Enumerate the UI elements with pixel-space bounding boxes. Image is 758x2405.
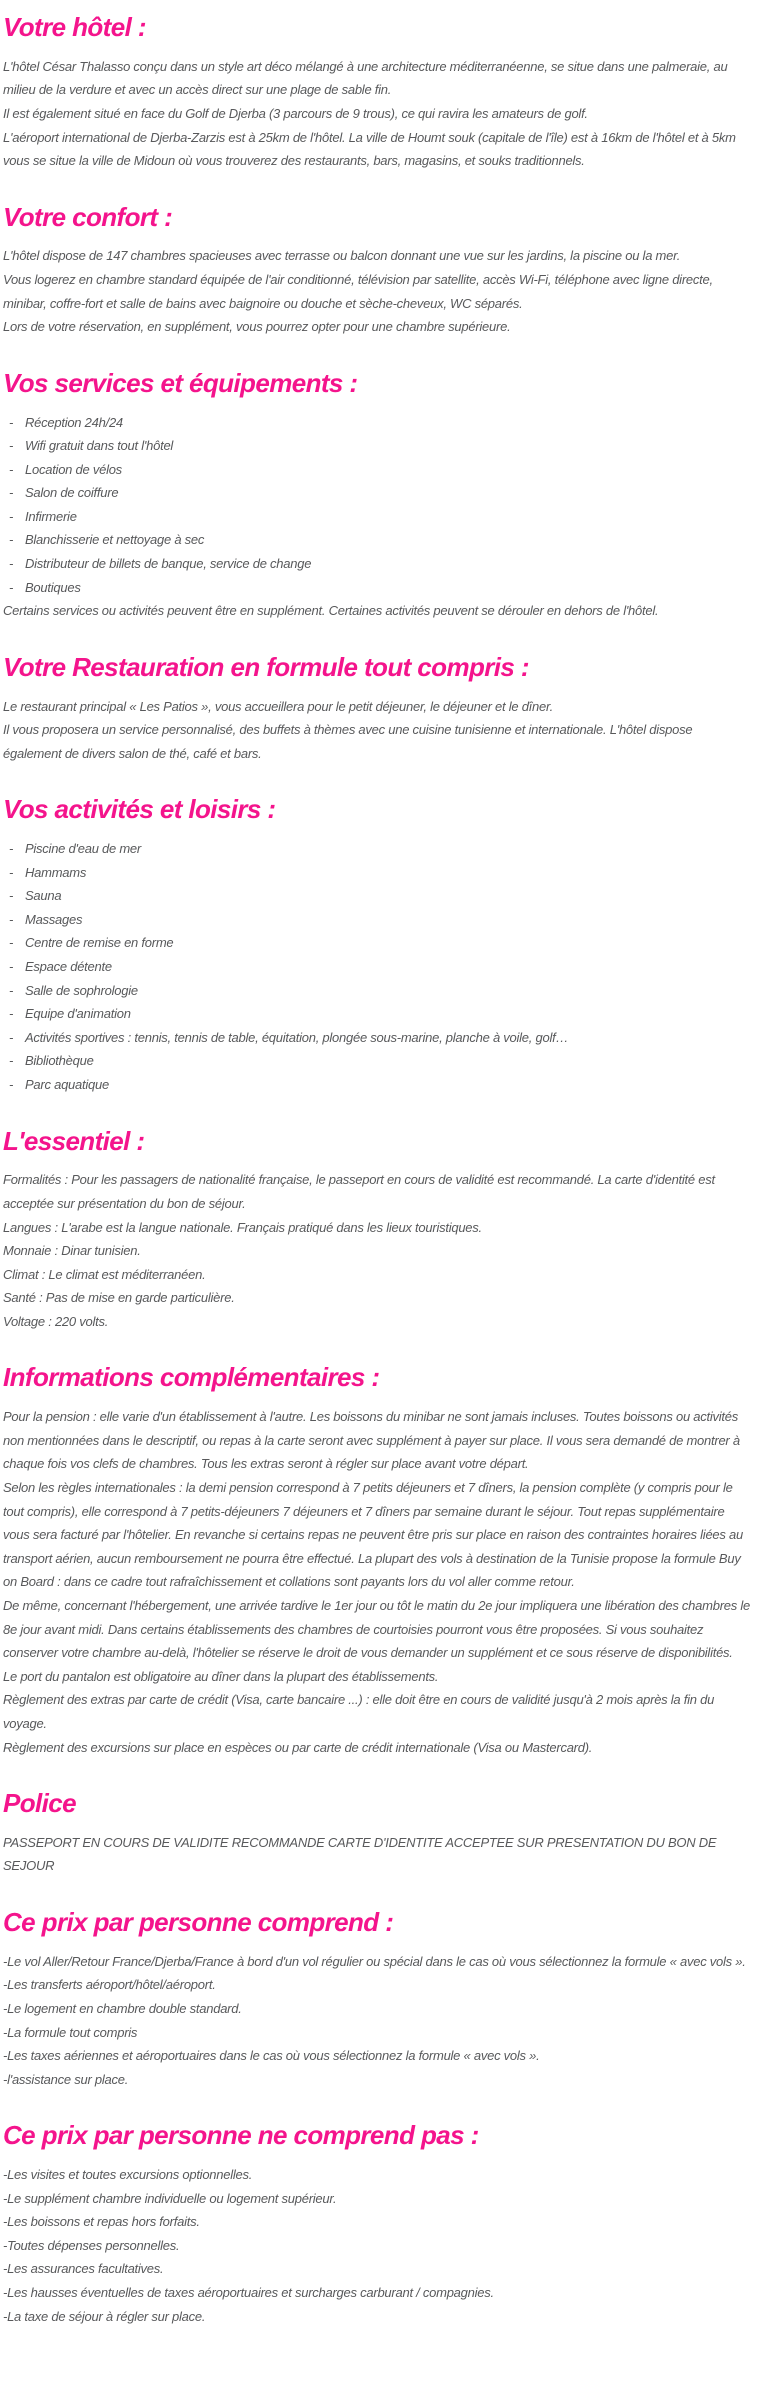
list-item-text: Boutiques <box>25 579 81 595</box>
paragraph: L'aéroport international de Djerba-Zarzis est à 25km de l'hôtel. La ville de Houmt souk (capitale de l'île) est à 16km de l'hôtel et à 5km vous se situe la ville de Midoun où vous trouverez des restaurants, bars, magasins, et souks traditionnels. <box>3 129 736 169</box>
section <box>3 1126 754 1334</box>
paragraph: -Les visites et toutes excursions optionnelles. <box>3 2167 253 2182</box>
paragraph: De même, concernant l'hébergement, une arrivée tardive le 1er jour ou tôt le matin du 2e jour impliquera une libération des chambres le 8e jour avant midi. Dans certains établissements des chambres de courtoisies pourront vous être proposées. Si vous souhaitez conserver votre chambre au-delà, l'hôtelier se réserve le droit de vous demander un supplément et ce sous réserve de disponibilités. <box>3 1597 750 1661</box>
paragraph: Lors de votre réservation, en supplément, vous pourrez opter pour une chambre supérieure. <box>3 319 511 335</box>
paragraph: Le port du pantalon est obligatoire au dîner dans la plupart des établissements. <box>3 1668 439 1684</box>
dash-bullet-icon: - <box>9 911 14 927</box>
section <box>3 1788 754 1878</box>
paragraph: -Les taxes aériennes et aéroportuaires dans le cas où vous sélectionnez la formule « avec vols ». <box>3 2048 540 2064</box>
paragraph: -La taxe de séjour à régler sur place. <box>3 2308 206 2324</box>
list-item <box>3 931 754 955</box>
list-item <box>3 411 754 435</box>
paragraph: Selon les règles internationales : la demi pension correspond à 7 petits déjeuners et 7 dîners, la pension complète (y compris pour le tout compris), elle correspond à 7 petits-déjeuners 7 déjeuners et 7 dîners par semaine durant le séjour. Tout repas supplémentaire vous sera facturé par l'hôtelier. En revanche si certains repas ne peuvent être pris sur place en raison des contraintes horaires liées au transport aérien, aucun remboursement ne pourra être effectué. La plupart des vols à destination de la Tunisie propose la formule Buy on Board : dans ce cadre tout rafraîchissement et collations sont payants lors du vol aller comme retour. <box>3 1479 743 1590</box>
paragraph: -Le vol Aller/Retour France/Djerba/France à bord d'un vol régulier ou spécial dans le cas où vous sélectionnez la formule « avec vols ». <box>3 1953 746 1969</box>
paragraph: Règlement des excursions sur place en espèces ou par carte de crédit internationale (Visa ou Mastercard). <box>3 1739 593 1755</box>
list-item <box>3 434 754 458</box>
paragraph: -Les hausses éventuelles de taxes aéroportuaires et surcharges carburant / compagnies. <box>3 2284 494 2300</box>
list-item-text: Distributeur de billets de banque, service de change <box>25 556 312 572</box>
paragraph: Vous logerez en chambre standard équipée de l'air conditionné, télévision par satellite, accès Wi-Fi, téléphone avec ligne directe, minibar, coffre-fort et salle de bains avec baignoire ou douche et sèche-cheveux, WC séparés. <box>3 272 713 311</box>
dash-bullet-icon: - <box>9 1053 14 1069</box>
paragraph: Il est également situé en face du Golf de Djerba (3 parcours de 9 trous), ce qui ravira les amateurs de golf. <box>3 105 588 121</box>
section-title: Police <box>3 1788 76 1819</box>
list-item <box>3 458 754 482</box>
list-item-text: Parc aquatique <box>25 1077 109 1092</box>
list-item-text: Centre de remise en forme <box>25 935 174 951</box>
paragraph: -La formule tout compris <box>3 2024 138 2040</box>
section <box>3 1362 754 1759</box>
list-item <box>3 861 754 885</box>
paragraph: Monnaie : Dinar tunisien. <box>3 1243 141 1259</box>
list-item-text: Equipe d'animation <box>25 1006 131 1022</box>
section <box>3 1907 754 2091</box>
section <box>3 202 754 339</box>
paragraph: -Les boissons et repas hors forfaits. <box>3 2214 200 2230</box>
section-title: Vos activités et loisirs : <box>3 794 276 825</box>
list-item <box>3 481 754 505</box>
dash-bullet-icon: - <box>9 461 14 477</box>
section <box>3 652 754 766</box>
list-item-text: Blanchisserie et nettoyage à sec <box>25 532 205 548</box>
section-title: Ce prix par personne comprend : <box>3 1907 394 1937</box>
dash-bullet-icon: - <box>9 864 14 880</box>
paragraph: Il vous proposera un service personnalisé, des buffets à thèmes avec une cuisine tunisienne et internationale. L'hôtel dispose également de divers salon de thé, café et bars. <box>3 722 693 761</box>
list-item-text: Hammams <box>25 864 87 880</box>
list-item <box>3 908 754 932</box>
dash-bullet-icon: - <box>9 1077 14 1092</box>
list-item-text: Sauna <box>25 888 62 904</box>
list-item-text: Espace détente <box>25 959 112 975</box>
paragraph: Le restaurant principal « Les Patios », vous accueillera pour le petit déjeuner, le déjeuner et le dîner. <box>3 698 553 714</box>
list-item-text: Salle de sophrologie <box>25 982 138 998</box>
list-item <box>3 837 754 861</box>
list-item <box>3 1026 754 1050</box>
paragraph: -Les transferts aéroport/hôtel/aéroport. <box>3 1977 216 1993</box>
section-title: L'essentiel : <box>3 1125 145 1156</box>
list-item <box>3 884 754 908</box>
paragraph: Certains services ou activités peuvent être en supplément. Certaines activités peuvent se dérouler en dehors de l'hôtel. <box>3 603 659 619</box>
list-item <box>3 528 754 552</box>
paragraph: -l'assistance sur place. <box>3 2071 129 2087</box>
dash-bullet-icon: - <box>9 532 14 548</box>
paragraph: PASSEPORT EN COURS DE VALIDITE RECOMMANDE CARTE D'IDENTITE ACCEPTEE SUR PRESENTATION DU BON DE SEJOUR <box>3 1834 717 1874</box>
list-item <box>3 979 754 1003</box>
list-item-text: Salon de coiffure <box>25 485 119 501</box>
dash-bullet-icon: - <box>9 438 14 454</box>
section-title: Informations complémentaires : <box>3 1362 380 1393</box>
list-item <box>3 576 754 600</box>
list-item-text: Réception 24h/24 <box>25 414 123 430</box>
list-item <box>3 1049 754 1073</box>
list-item <box>3 505 754 529</box>
dash-bullet-icon: - <box>9 579 14 595</box>
paragraph: Formalités : Pour les passagers de nationalité française, le passeport en cours de validité est recommandé. La carte d'identité est acceptée sur présentation du bon de séjour. <box>3 1172 715 1211</box>
paragraph: Langues : L'arabe est la langue nationale. Français pratiqué dans les lieux touristiques. <box>3 1219 482 1235</box>
dash-bullet-icon: - <box>9 888 14 904</box>
list-item <box>3 1073 754 1097</box>
list-item <box>3 552 754 576</box>
section-title: Vos services et équipements : <box>3 367 358 398</box>
paragraph: Pour la pension : elle varie d'un établissement à l'autre. Les boissons du minibar ne sont jamais incluses. Toutes boissons ou activités non mentionnées dans le descriptif, ou repas à la carte seront avec supplément à payer sur place. Il vous sera demandé de montrer à chaque fois vos clefs de chambres. Tous les extras seront à régler sur place avant votre départ. <box>3 1409 740 1472</box>
paragraph: Climat : Le climat est méditerranéen. <box>3 1266 206 1282</box>
section <box>3 2120 754 2328</box>
dash-bullet-icon: - <box>9 1029 14 1045</box>
paragraph: -Le supplément chambre individuelle ou logement supérieur. <box>3 2190 337 2206</box>
list-item-text: Location de vélos <box>25 461 122 477</box>
list-item-text: Wifi gratuit dans tout l'hôtel <box>25 438 174 454</box>
list-item-text: Massages <box>25 911 83 927</box>
paragraph: L'hôtel dispose de 147 chambres spacieuses avec terrasse ou balcon donnant une vue sur les jardins, la piscine ou la mer. <box>3 248 681 264</box>
dash-bullet-icon: - <box>9 485 14 501</box>
dash-bullet-icon: - <box>9 959 14 975</box>
section-title: Votre confort : <box>3 201 173 232</box>
dash-bullet-icon: - <box>9 841 14 857</box>
paragraph: Règlement des extras par carte de crédit (Visa, carte bancaire ...) : elle doit être en cours de validité jusqu'à 2 mois après la fin du voyage. <box>3 1692 715 1731</box>
list-item <box>3 1002 754 1026</box>
dash-bullet-icon: - <box>9 1006 14 1022</box>
section-title: Votre hôtel : <box>3 12 146 42</box>
dash-bullet-icon: - <box>9 935 14 951</box>
section-title: Votre Restauration en formule tout compris : <box>3 651 529 682</box>
dash-bullet-icon: - <box>9 414 14 430</box>
paragraph: Voltage : 220 volts. <box>3 1313 109 1329</box>
dash-bullet-icon: - <box>9 556 14 572</box>
section <box>3 368 754 623</box>
paragraph: -Les assurances facultatives. <box>3 2261 164 2277</box>
list-item-text: Bibliothèque <box>25 1053 94 1069</box>
paragraph: Santé : Pas de mise en garde particulière. <box>3 1290 235 1306</box>
section <box>3 12 754 173</box>
list-item-text: Infirmerie <box>25 508 77 524</box>
dash-bullet-icon: - <box>9 982 14 998</box>
section-title: Ce prix par personne ne comprend pas : <box>3 2120 479 2151</box>
list-item-text: Activités sportives : tennis, tennis de table, équitation, plongée sous-marine, planche à voile, golf… <box>25 1029 569 1045</box>
list-item <box>3 955 754 979</box>
paragraph: -Le logement en chambre double standard. <box>3 2000 242 2016</box>
dash-bullet-icon: - <box>9 508 14 524</box>
list-item-text: Piscine d'eau de mer <box>25 841 141 857</box>
paragraph: -Toutes dépenses personnelles. <box>3 2237 180 2253</box>
paragraph: L'hôtel César Thalasso conçu dans un style art déco mélangé à une architecture méditerranéenne, se situe dans une palmeraie, au milieu de la verdure et avec un accès direct sur une plage de sable fin. <box>3 58 728 98</box>
section <box>3 794 754 1096</box>
